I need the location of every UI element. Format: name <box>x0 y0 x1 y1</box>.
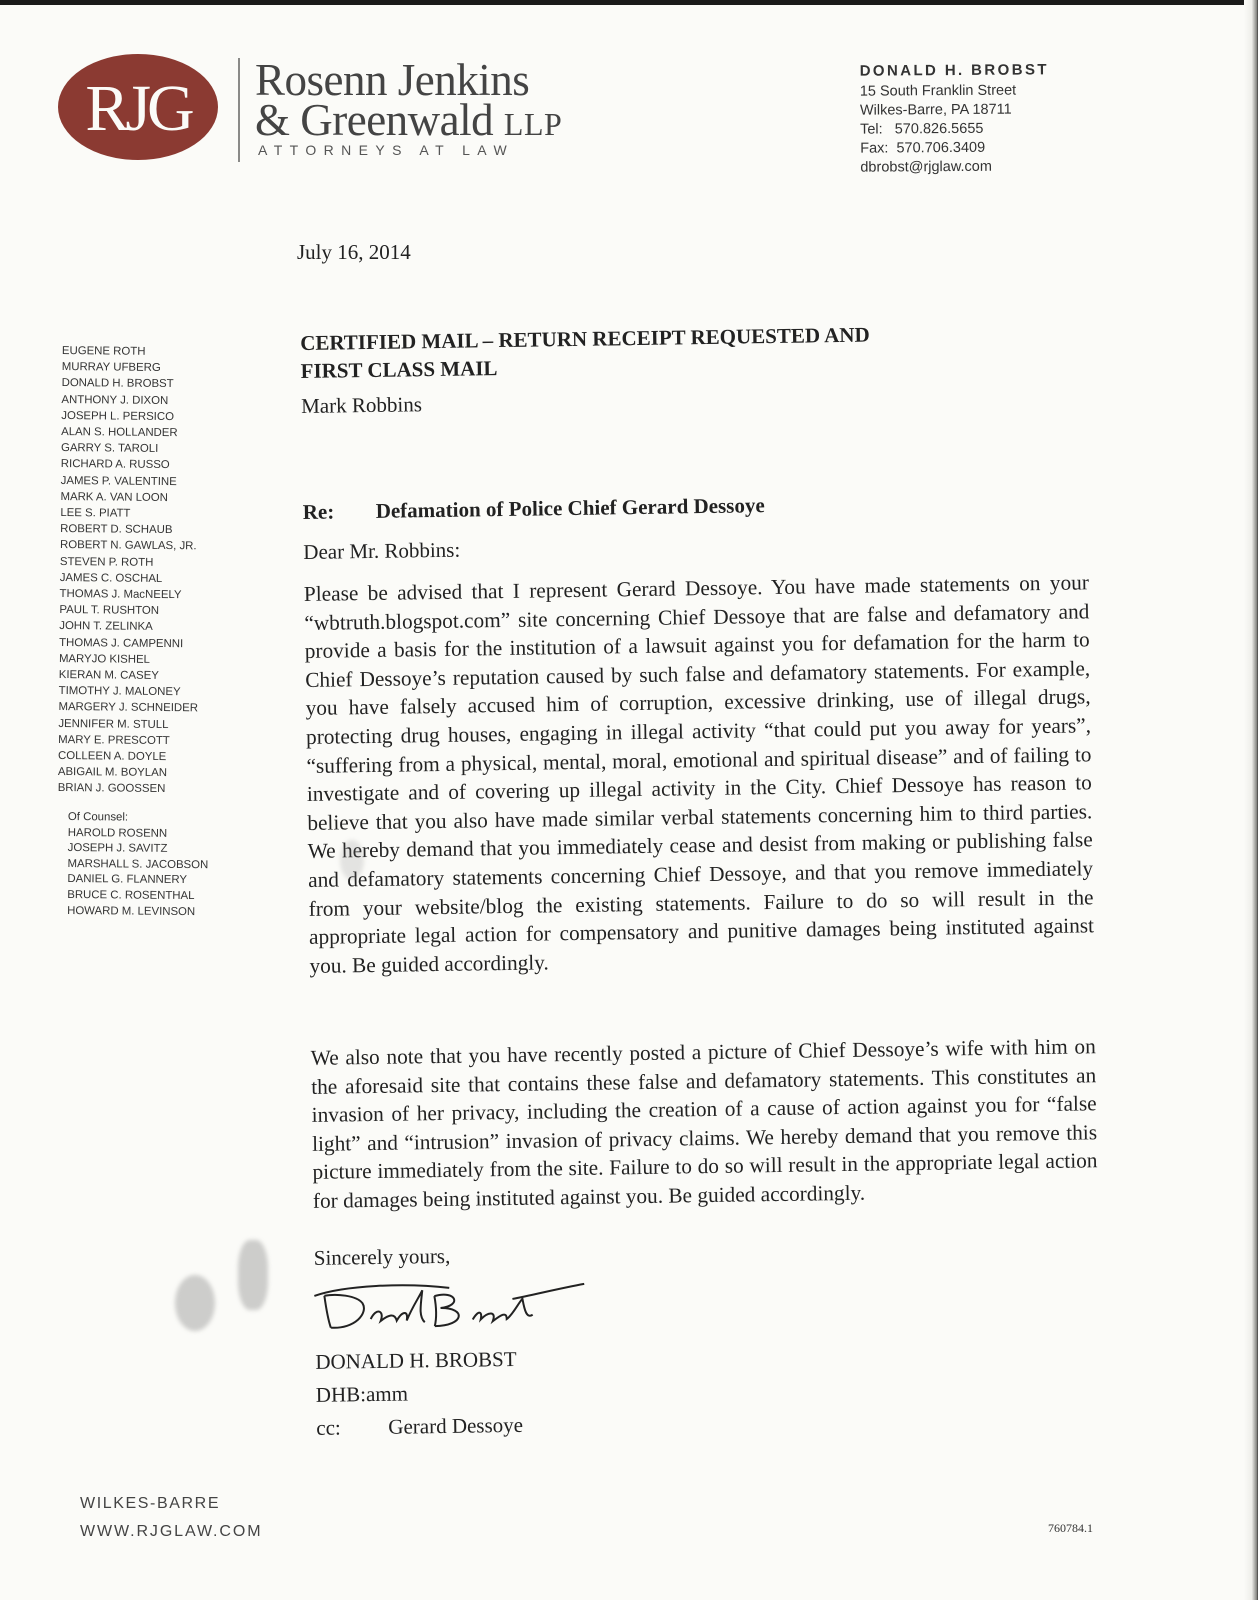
logo-initials: RJG <box>85 72 191 145</box>
page-right-edge <box>1244 0 1258 1600</box>
attorney-name: MARGERY J. SCHNEIDER <box>58 701 199 715</box>
attorney-name: BRIAN J. GOOSSEN <box>57 782 166 796</box>
mail-method-line2: FIRST CLASS MAIL <box>300 356 498 383</box>
body-paragraph-1: Please be advised that I represent Gerard Dessoye. You have made statements on your “wbtruth.blogspot.com” site concerning Chief Dessoye that are false and defamatory and provide a basis for the institution of a lawsuit against you for defamation for the harm to Chief Dessoye’s reputation caused by such false and defamatory statements. For example, you have falsely accused him of corruption, excessive drinking, use of illegal drugs, protecting drug houses, engaging in illegal activity “that could put you away for years”, “suffering from a physical, mental, moral, emotional and spiritual disease” and of failing to investigate and of covering up illegal activity in the City. Chief Dessoye has reason to believe that you also have made similar verbal statements concerning him to third parties. We hereby demand that you immediately cease and desist from making or publishing false and defamatory statements concerning Chief Dessoye, and that you remove immediately from your website/blog the existing statements. Failure to do so will result in the appropriate legal action for compensatory and punitive damages being instituted against you. Be guided accordingly. <box>303 570 1095 978</box>
firm-name-partners: & Greenwald <box>255 95 494 145</box>
attorney-name: TIMOTHY J. MALONEY <box>58 685 181 699</box>
counsel-name: DANIEL G. FLANNERY <box>67 873 188 887</box>
firm-name-line2 <box>255 95 563 147</box>
attorney-name: ALAN S. HOLLANDER <box>61 426 178 440</box>
attorney-name: PAUL T. RUSHTON <box>59 604 160 618</box>
attorney-name: EUGENE ROTH <box>61 344 146 358</box>
sender-name: DONALD H. BROBST <box>859 61 1049 80</box>
firm-name-line1: Rosenn Jenkins <box>255 55 530 105</box>
attorney-name: THOMAS J. MacNEELY <box>59 588 182 602</box>
sender-tel: Tel: 570.826.5655 <box>860 120 984 138</box>
typist-initials: DHB:amm <box>315 1381 409 1407</box>
subject-line <box>303 493 765 525</box>
subject-label: Re: <box>302 499 335 524</box>
cc-label: cc: <box>316 1415 341 1440</box>
counsel-name: HAROLD ROSENN <box>67 826 168 840</box>
sender-contact-block <box>860 61 1050 177</box>
handwritten-signature <box>284 1274 605 1339</box>
attorney-name: JENNIFER M. STULL <box>58 717 169 731</box>
attorney-name: MURRAY UFBERG <box>61 361 161 375</box>
attorney-name: KIERAN M. CASEY <box>58 669 159 683</box>
attorney-list <box>58 343 202 798</box>
letter-date: July 16, 2014 <box>297 240 411 264</box>
letterhead-divider <box>238 58 240 162</box>
counsel-name: JOSEPH J. SAVITZ <box>67 842 168 856</box>
mail-method-line1: CERTIFIED MAIL – RETURN RECEIPT REQUESTED AND <box>300 322 870 355</box>
attorney-name: MARK A. VAN LOON <box>60 490 168 504</box>
letter-body <box>300 316 1100 1440</box>
attorney-name: ROBERT N. GAWLAS, JR. <box>59 539 197 553</box>
counsel-name: MARSHALL S. JACOBSON <box>67 857 209 872</box>
body-paragraph-2: We also note that you have recently posted a picture of Chief Dessoye’s wife with him on the aforesaid site that contains these false and defamatory statements. This constitutes an invasion of her privacy, including the creation of a cause of action against you for “false light” and “intrusion” invasion of privacy claims. We hereby demand that you remove this picture immediately from the site. Failure to do so will result in the appropriate legal action for damages being instituted against you. Be guided accordingly. <box>310 1034 1098 1213</box>
recipient-name: Mark Robbins <box>300 392 423 418</box>
attorney-name: ROBERT D. SCHAUB <box>60 523 173 537</box>
attorney-name: JAMES P. VALENTINE <box>60 474 177 488</box>
ink-smudge <box>340 840 364 880</box>
footer-city: WILKES-BARRE <box>80 1495 221 1512</box>
attorney-name: MARY E. PRESCOTT <box>58 733 170 747</box>
attorney-name: JOSEPH L. PERSICO <box>61 409 175 423</box>
closing: Sincerely yours, <box>313 1243 451 1270</box>
attorney-name: ABIGAIL M. BOYLAN <box>57 766 168 780</box>
page-top-edge <box>0 0 1258 5</box>
cc-line <box>316 1413 523 1441</box>
attorney-name: RICHARD A. RUSSO <box>60 458 170 472</box>
ink-smudge <box>238 1240 268 1310</box>
attorney-name: COLLEEN A. DOYLE <box>57 750 167 764</box>
firm-logo <box>56 52 220 162</box>
attorney-name: GARRY S. TAROLI <box>60 442 159 456</box>
footer-website: WWW.RJGLAW.COM <box>80 1523 263 1540</box>
attorney-name: STEVEN P. ROTH <box>59 555 154 569</box>
attorney-name: DONALD H. BROBST <box>61 377 174 391</box>
sender-city: Wilkes-Barre, PA 18711 <box>859 101 1012 119</box>
ink-smudge <box>175 1275 215 1331</box>
counsel-name: BRUCE C. ROSENTHAL <box>67 888 195 903</box>
attorney-name: JOHN T. ZELINKA <box>59 620 153 634</box>
of-counsel-label: Of Counsel: <box>67 810 129 824</box>
salutation: Dear Mr. Robbins: <box>303 537 461 564</box>
attorney-name: MARYJO KISHEL <box>58 652 150 666</box>
attorney-name: ANTHONY J. DIXON <box>61 393 169 407</box>
firm-name-suffix: LLP <box>503 106 563 142</box>
counsel-name: HOWARD M. LEVINSON <box>67 904 196 918</box>
signer-name: DONALD H. BROBST <box>315 1346 517 1374</box>
attorney-name: THOMAS J. CAMPENNI <box>59 636 184 650</box>
firm-tagline: ATTORNEYS AT LAW <box>258 142 515 158</box>
sender-street: 15 South Franklin Street <box>859 82 1017 100</box>
sender-fax: Fax: 570.706.3409 <box>860 139 986 157</box>
document-number: 760784.1 <box>1048 1521 1093 1535</box>
sender-email: dbrobst@rjglaw.com <box>860 158 992 176</box>
of-counsel-list <box>67 810 209 920</box>
attorney-name: LEE S. PIATT <box>60 507 131 520</box>
cc-name: Gerard Dessoye <box>388 1412 524 1439</box>
subject-text: Defamation of Police Chief Gerard Dessoye <box>375 493 765 523</box>
attorney-name: JAMES C. OSCHAL <box>59 571 163 585</box>
